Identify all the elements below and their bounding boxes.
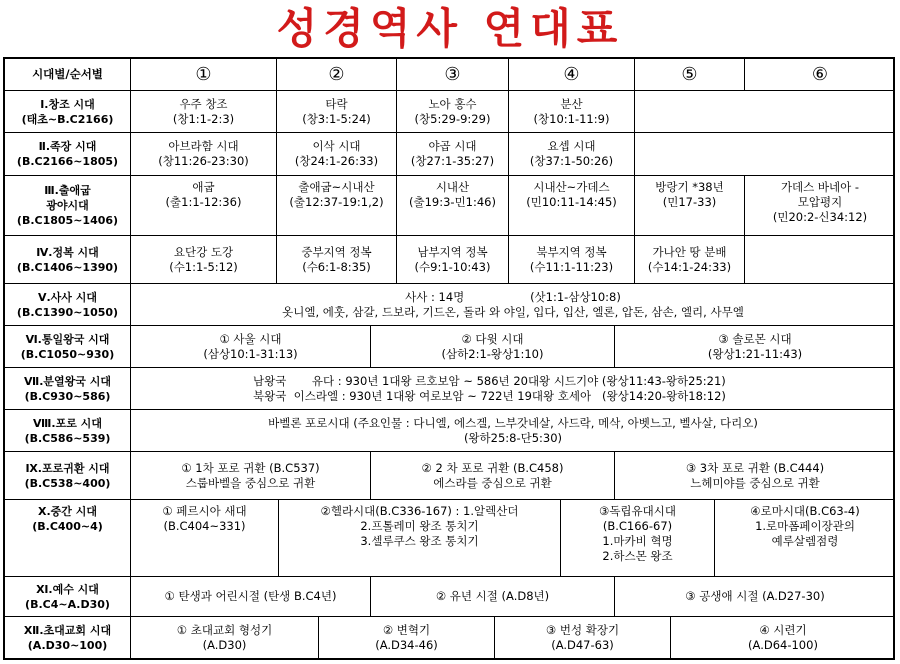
event-title: ③독립유대시대 [599,504,676,518]
event-ref: (민17-33) [662,195,717,209]
event-title: ② 다윗 시대 [461,331,524,346]
era-dates: (A.D30~100) [27,638,108,652]
header-col-2 [277,59,397,91]
event-line: 예루살렘점령 [771,534,839,548]
header-col-6 [745,59,895,91]
event-ref: (창27:1-35:27) [410,154,495,168]
era-label [5,452,131,500]
col-number: ④ [563,64,580,85]
event-ref: 에스라를 중심으로 귀환 [433,475,552,490]
era-label [5,326,131,368]
event-cell-wide [131,410,895,452]
page-title: 성경역사 연대표 [276,4,624,53]
event-title: ① 1차 포로 귀환 (B.C537) [181,460,320,475]
event-cell [615,326,895,368]
event-cell-wide [131,368,895,410]
era-dates: (B.C4~A.D30) [25,597,110,611]
event-title: ① 페르시아 새대 [162,504,247,518]
event-title: ① 사울 시대 [219,331,282,346]
era-label [5,368,131,410]
era-label [5,500,131,577]
event-title: ④로마시대(B.C63-4) [750,504,860,518]
event-title: 바벨론 포로시대 (주요인물 : 다니엘, 에스겔, 느부갓네살, 사드락, 메삭, 아벳느고, 벨사살, 다리오) [268,415,758,430]
event-ref: (창1:1-2:3) [172,111,235,126]
event-cell [397,133,509,176]
event-ref: (창24:1-26:33) [294,154,379,168]
col-number: ⑤ [681,64,698,85]
event-cell [131,500,279,577]
event-cell [715,500,895,577]
era-dates: (태초~B.C2166) [21,112,114,126]
event-ref: (수6:1-8:35) [302,259,371,274]
era-name: Ⅳ.정복 시대 [36,245,99,259]
event-line: 1.마카비 혁명 [602,534,673,548]
event-title: 사사 : 14명 (삿1:1-삼상10:8) [405,289,621,304]
event-cell [371,326,615,368]
event-ref: (수1:1-5:12) [169,259,238,274]
event-line: 2.하스몬 왕조 [602,549,673,563]
event-title: 애굽 [192,180,215,194]
event-title: ③ 솔로몬 시대 [718,331,792,346]
event-title: 시내산~가데스 [533,180,610,194]
event-ref: (창3:1-5:24) [302,111,371,126]
event-cell [131,577,371,617]
event-ref: (창5:29-9:29) [414,111,491,126]
event-title: 야곱 시대 [428,139,477,153]
event-cell [495,617,671,658]
event-ref: (왕상1:21-11:43) [707,346,803,361]
event-title: 노아 홍수 [428,96,477,111]
event-cell [277,133,397,176]
event-title: 우주 창조 [179,96,228,111]
event-title: ③ 번성 확장기 [545,622,620,637]
header-col-1 [131,59,277,91]
event-title: ② 변혁기 [382,622,431,637]
event-cell [131,236,277,284]
empty-cell [635,133,895,176]
event-ref: (수9:1-10:43) [414,259,491,274]
header-label-text: 시대별/순서별 [32,67,103,81]
event-cell-wide [131,284,895,326]
event-title: 방랑기 *38년 [655,180,724,194]
era-dates: (B.C1805~1406) [16,214,119,227]
event-title: 요셉 시대 [547,139,596,153]
era-dates: (B.C586~539) [24,431,111,445]
event-ref: 스룹바벨을 중심으로 귀환 [185,475,316,490]
era-name: Ⅹ.중간 시대 [38,505,97,518]
event-cell [131,452,371,500]
era-label [5,284,131,326]
event-ref: (수14:1-24:33) [647,259,732,274]
timeline-table [3,57,895,660]
event-title: ③ 3차 포로 귀환 (B.C444) [685,460,825,475]
event-title: ② 2 차 포로 귀환 (B.C458) [421,460,564,475]
northern-kingdom: 북왕국 이스라엘 : 930년 1대왕 여로보암 ~ 722년 19대왕 호세아 (왕상14:20-왕하18:12) [253,388,726,403]
header-label [5,59,131,91]
event-cell [509,133,635,176]
era-name: Ⅸ.포로귀환 시대 [25,461,110,475]
event-title: ② 유년 시절 (A.D8년) [435,589,550,603]
event-ref: (창11:26-23:30) [158,154,249,168]
empty-cell [745,236,895,284]
era-name: Ⅴ.사사 시대 [37,290,98,304]
col-number: ⑥ [811,64,829,85]
event-ref: 느헤미야를 중심으로 귀환 [690,475,820,490]
era-name: Ⅲ.출애굽 [44,184,91,197]
event-title: 이삭 시대 [312,139,361,153]
event-title: 출애굽~시내산 [298,180,375,194]
event-cell [279,500,561,577]
event-ref: (A.D47-63) [551,637,614,652]
era-name: Ⅱ.족장 시대 [38,140,97,153]
event-title: 분산 [560,96,583,111]
event-ref: (A.D64-100) [748,637,818,652]
event-line: 1.로마폼페이장관의 [755,519,855,533]
event-cell [371,452,615,500]
event-ref: (B.C404~331) [163,519,246,533]
event-cell [509,91,635,133]
era-label [5,617,131,658]
event-ref: (왕하25:8-단5:30) [463,430,563,445]
event-cell [615,452,895,500]
event-cell [131,326,371,368]
event-title: 아브라함 시대 [168,139,239,153]
judges-list: 옷니엘, 에훗, 삼갈, 드보라, 기드온, 돌라 와 야일, 입다, 입산, 엘론, 압돈, 삼손, 엘리, 사무엘 [282,304,744,319]
event-ref: (출12:37-19:1,2) [289,195,384,209]
event-cell [635,236,745,284]
era-dates: (B.C1050~930) [20,347,115,361]
event-title: ③ 공생애 시절 (A.D27-30) [685,589,825,603]
event-line: 3.셀루쿠스 왕조 통치기 [360,534,479,548]
era-name: Ⅶ.분열왕국 시대 [23,374,111,388]
era-label [5,91,131,133]
col-number: ① [195,64,212,85]
event-ref: (민20:2-신34:12) [772,210,868,224]
era-name: Ⅺ.예수 시대 [36,582,99,596]
era-name: Ⅰ.창조 시대 [40,97,95,111]
event-ref: (출19:3-민1:46) [409,195,496,209]
era-name: Ⅻ.초대교회 시대 [23,623,112,637]
event-line: 2.프톨레미 왕조 통치기 [360,519,479,533]
col-number: ② [328,64,345,85]
era-dates: (B.C930~586) [24,389,111,403]
event-cell [561,500,715,577]
era-name: Ⅷ.포로 시대 [33,416,102,430]
event-cell [397,176,509,236]
era-dates: (B.C1406~1390) [16,260,119,274]
col-number: ③ [444,64,461,85]
era-label [5,577,131,617]
southern-kingdom: 남왕국 유다 : 930년 1대왕 르호보암 ~ 586년 20대왕 시드기야 (왕상11:43-왕하25:21) [253,373,726,388]
event-cell [131,176,277,236]
event-ref: (삼상10:1-31:13) [203,346,298,361]
event-cell [397,91,509,133]
event-title: 타락 [325,96,348,111]
event-cell [745,176,895,236]
event-cell [397,236,509,284]
event-cell [131,133,277,176]
event-title: 북부지역 정복 [536,244,607,259]
era-dates: (B.C2166~1805) [16,155,119,168]
era-label [5,133,131,176]
event-cell [131,617,319,658]
event-title-2: 모압평지 [797,195,843,209]
event-cell [671,617,895,658]
event-title: ②헬라시대(B.C336-167) : 1.알렉산더 [320,504,519,518]
era-label [5,236,131,284]
event-title: 가데스 바네아 - [780,180,860,194]
event-title: ① 탄생과 어린시절 (탄생 B.C4년) [164,589,337,603]
era-label [5,410,131,452]
event-title: 남부지역 정복 [417,244,488,259]
event-cell [509,176,635,236]
event-ref: (A.D34-46) [375,637,438,652]
event-cell [277,91,397,133]
event-title: 가나안 땅 분배 [652,244,727,259]
event-title: ① 초대교회 형성기 [176,622,273,637]
event-ref: (B.C166-67) [602,519,673,533]
era-label [5,176,131,236]
empty-cell [635,91,895,133]
event-cell [277,176,397,236]
event-ref: (출1:1-12:36) [165,195,242,209]
event-title: 중부지역 정복 [301,244,372,259]
event-cell [509,236,635,284]
event-ref: (A.D30) [202,637,247,652]
event-cell [319,617,495,658]
era-name-2: 광야시대 [46,199,89,212]
header-col-5 [635,59,745,91]
event-ref: (민10:11-14:45) [526,195,617,209]
event-ref: (창10:1-11:9) [533,111,610,126]
event-cell [131,91,277,133]
event-ref: (수11:1-11:23) [529,259,614,274]
era-dates: (B.C538~400) [24,476,111,490]
header-col-3 [397,59,509,91]
era-name: Ⅵ.통일왕국 시대 [25,332,110,346]
event-cell [277,236,397,284]
event-title: 시내산 [435,180,470,194]
event-ref: (창37:1-50:26) [529,154,614,168]
event-cell [615,577,895,617]
event-title: ④ 시련기 [759,622,807,637]
era-dates: (B.C400~4) [32,520,103,533]
header-col-4 [509,59,635,91]
event-cell [371,577,615,617]
era-dates: (B.C1390~1050) [16,305,119,319]
event-title: 요단강 도강 [173,244,234,259]
event-cell [635,176,745,236]
event-ref: (삼하2:1-왕상1:10) [441,346,544,361]
